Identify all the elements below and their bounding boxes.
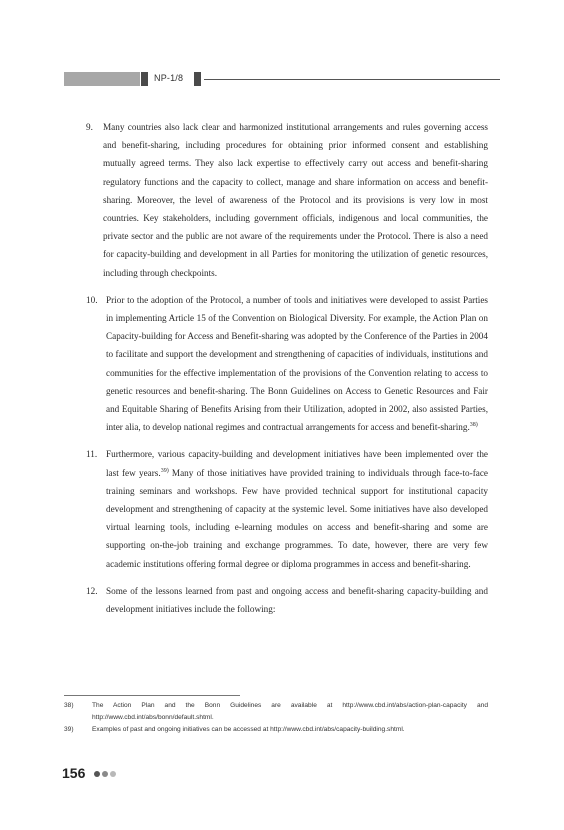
footnote-divider	[64, 695, 240, 696]
dot-icon	[110, 771, 116, 777]
footnote-text: Examples of past and ongoing initiatives can be accessed at http://www.cbd.int/abs/capacity-building.shtml.	[92, 726, 405, 733]
running-header	[64, 72, 500, 88]
header-marker-right	[194, 72, 201, 86]
paragraph-10	[86, 291, 488, 437]
footnote-number: 39)	[64, 726, 74, 733]
paragraph-9	[86, 118, 488, 282]
footnote-ref-39[interactable]: 39)	[160, 467, 169, 474]
header-rule	[204, 79, 500, 80]
page-number: 156	[62, 765, 86, 781]
paragraph-text: Many countries also lack clear and harmonized institutional arrangements and rules governing access and benefit-sharing, including procedures for obtaining prior informed consent and establishing mutually agreed terms. They also lack expertise to effectively carry out access and benefit-sharing regulatory functions and the capacity to collect, manage and share information on access and benefit-sharing. Moreover, the level of awareness of the Protocol and its provisions is very low in most countries. Key stakeholders, including government officials, indigenous and local communities, the private sector and the public are not aware of the requirements under the Protocol. There is also a need for capacity-building and development in all Parties for monitoring the utilization of genetic resources, including through checkpoints.	[103, 122, 488, 278]
paragraph-text-before: Furthermore, various capacity-building and development initiatives have been implemented over the last few years.	[106, 449, 488, 478]
dot-icon	[102, 771, 108, 777]
footnotes	[64, 700, 488, 736]
page-dots	[94, 771, 118, 777]
header-marker-left	[141, 72, 148, 86]
paragraph-text: Some of the lessons learned from past and ongoing access and benefit-sharing capacity-building and development initiatives include the following:	[106, 585, 488, 615]
paragraph-11	[86, 445, 488, 572]
paragraph-text: Prior to the adoption of the Protocol, a number of tools and initiatives were developed to assist Parties in implementing Article 15 of the Convention on Biological Diversity. For example, the Action Plan on Capacity-building for Access and Benefit-sharing was adopted by the Conference of the Parties in 2004 to facilitate and support the development and strengthening of capacities of individuals, institutions and communities for the effective implementation of the provisions of the Convention relating to access to genetic resources and benefit-sharing. The Bonn Guidelines on Access to Genetic Resources and Fair and Equitable Sharing of Benefits Arising from their Utilization, adopted in 2002, also assisted Parties, inter alia, to develop national regimes and contractual arrangements for access and benefit-sharing.	[106, 294, 488, 433]
paragraph-number: 11.	[86, 449, 98, 460]
footnote-number: 38)	[64, 702, 74, 709]
body-text	[86, 118, 488, 627]
footnote-text: The Action Plan and the Bonn Guidelines are available at http://www.cbd.int/abs/action-plan-capacity and http://www.cbd.int/abs/bonn/default.shtml.	[92, 702, 488, 721]
document-code: NP-1/8	[154, 73, 184, 83]
paragraph-number: 10.	[86, 294, 98, 305]
dot-icon	[94, 771, 100, 777]
paragraph-12	[86, 582, 488, 618]
paragraph-number: 9.	[86, 122, 93, 132]
paragraph-text-after: Many of those initiatives have provided training to individuals through face-to-face training seminars and workshops. Few have provided technical support for institutional capacity development and strengthening of capacity at the systemic level. Some initiatives have also developed virtual learning tools, including e-learning modules on access and benefit-sharing and some are supporting on-the-job training and exchange programmes. To date, however, there are very few academic institutions offering formal degree or diploma programmes in access and benefit-sharing.	[106, 467, 488, 569]
footnote-ref-38[interactable]: 38)	[469, 422, 478, 429]
footnote-38	[64, 700, 488, 724]
footnote-39	[64, 724, 488, 736]
paragraph-number: 12.	[86, 585, 98, 596]
header-gray-bar	[64, 72, 140, 86]
